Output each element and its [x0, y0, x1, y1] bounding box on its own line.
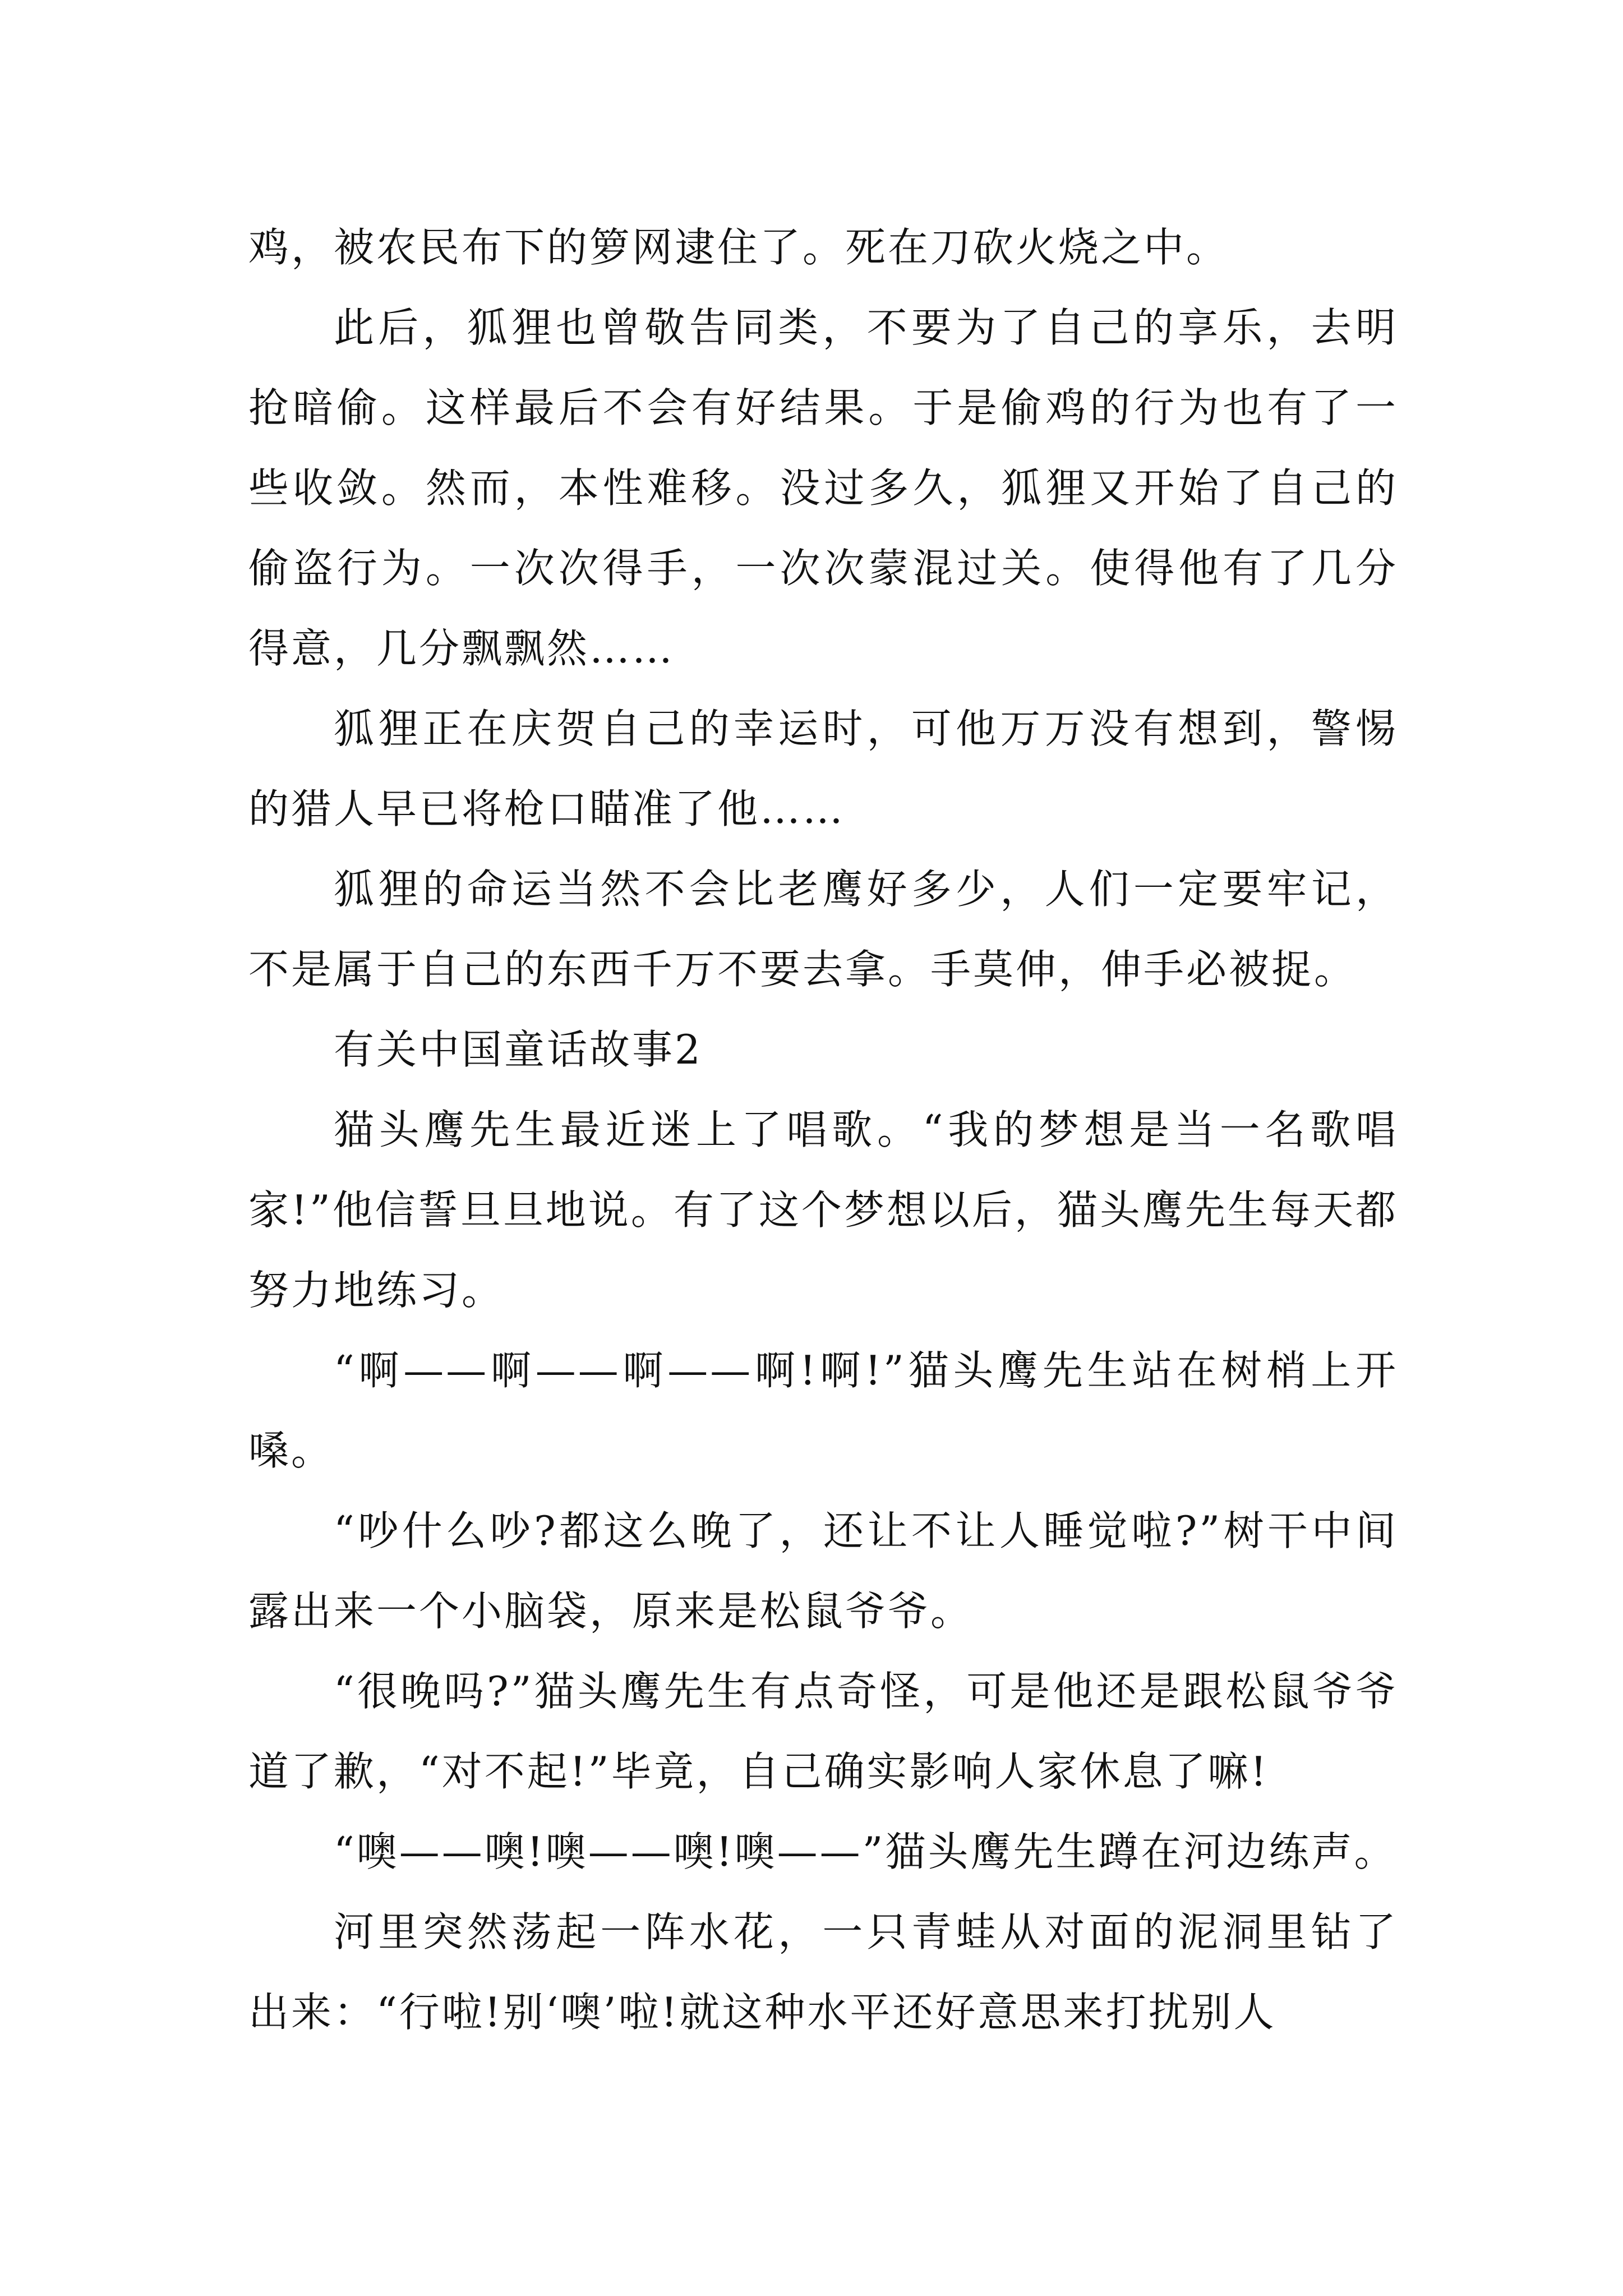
section-heading: 有关中国童话故事2: [334, 1026, 703, 1073]
document-body: [248, 208, 1398, 2053]
paragraph-9: “噢——噢!噢——噢!噢——”猫头鹰先生蹲在河边练声。: [334, 1828, 1397, 1875]
paragraph-8: “很晚吗?”猫头鹰先生有点奇怪，可是他还是跟松鼠爷爷道了歉，“对不起!”毕竟，自己确实影响人家休息了嘛!: [248, 1668, 1398, 1795]
paragraph-6: “啊——啊——啊——啊!啊!”猫头鹰先生站在树梢上开嗓。: [248, 1347, 1398, 1474]
paragraph-10: 河里突然荡起一阵水花，一只青蛙从对面的泥洞里钻了出来：“行啦!别‘噢’啦!就这种水平还好意思来打扰别人: [248, 1908, 1398, 2036]
paragraph-5: 猫头鹰先生最近迷上了唱歌。“我的梦想是当一名歌唱家!”他信誓旦旦地说。有了这个梦想以后，猫头鹰先生每天都努力地练习。: [248, 1106, 1398, 1314]
paragraph-1: 鸡，被农民布下的箩网逮住了。死在刀砍火烧之中。: [248, 224, 1229, 271]
paragraph-3: 狐狸正在庆贺自己的幸运时，可他万万没有想到，警惕的猎人早已将枪口瞄准了他……: [248, 705, 1398, 832]
paragraph-2: 此后，狐狸也曾敬告同类，不要为了自己的享乐，去明抢暗偷。这样最后不会有好结果。于是偷鸡的行为也有了一些收敛。然而，本性难移。没过多久，狐狸又开始了自己的偷盗行为。一次次得手，一次次蒙混过关。使得他有了几分得意，几分飘飘然……: [248, 304, 1398, 672]
paragraph-4: 狐狸的命运当然不会比老鹰好多少，人们一定要牢记，不是属于自己的东西千万不要去拿。手莫伸，伸手必被捉。: [248, 866, 1398, 993]
paragraph-7: “吵什么吵?都这么晚了，还让不让人睡觉啦?”树干中间露出来一个小脑袋，原来是松鼠爷爷。: [248, 1507, 1398, 1635]
